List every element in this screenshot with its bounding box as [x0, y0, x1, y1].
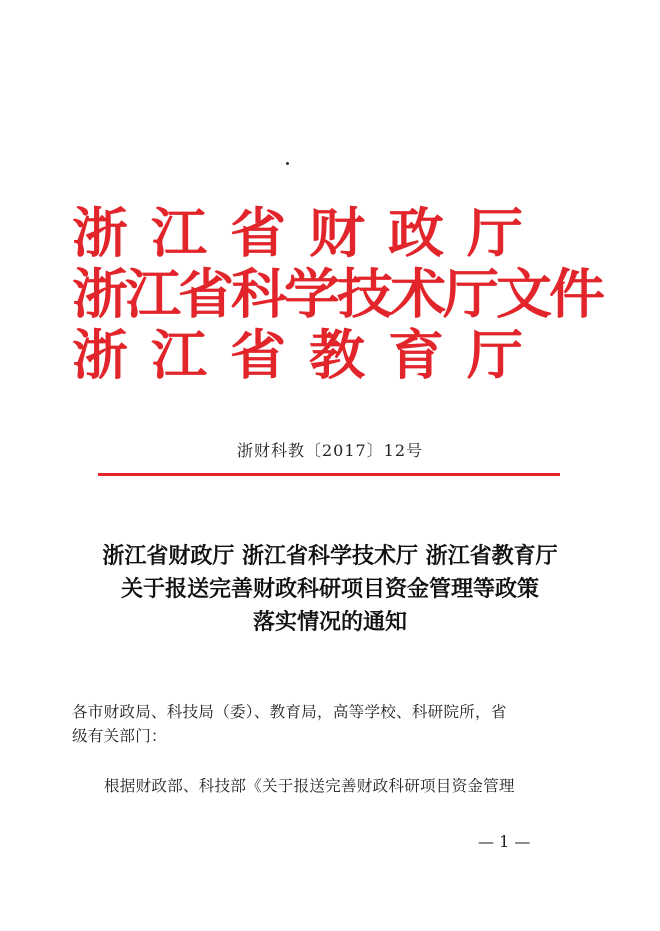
issuer-science-tech-dept: 浙江省科学技术厅文件	[72, 263, 602, 326]
title-line-3: 落实情况的通知	[252, 609, 407, 635]
issuer-education-dept: 浙江省教育厅	[72, 324, 546, 387]
title-line-2: 关于报送完善财政科研项目资金管理等政策	[120, 576, 539, 602]
document-body	[72, 700, 582, 798]
document-title	[0, 540, 660, 639]
recipients-line-1: 各市财政局、科技局（委）、教育局，高等学校、科研院所，省	[72, 703, 507, 721]
document-number: 浙财科教〔2017〕12号	[236, 441, 424, 460]
red-separator-line	[98, 473, 560, 476]
body-paragraph: 根据财政部、科技部《关于报送完善财政科研项目资金管理	[104, 777, 515, 795]
title-line-1: 浙江省财政厅 浙江省科学技术厅 浙江省教育厅	[102, 543, 558, 569]
recipients-line-2: 级有关部门：	[72, 727, 167, 745]
page-number: — 1 —	[478, 832, 531, 851]
issuer-finance-dept: 浙江省财政厅	[72, 202, 546, 265]
scan-speck	[286, 162, 289, 165]
issuing-authorities-header	[72, 202, 612, 388]
